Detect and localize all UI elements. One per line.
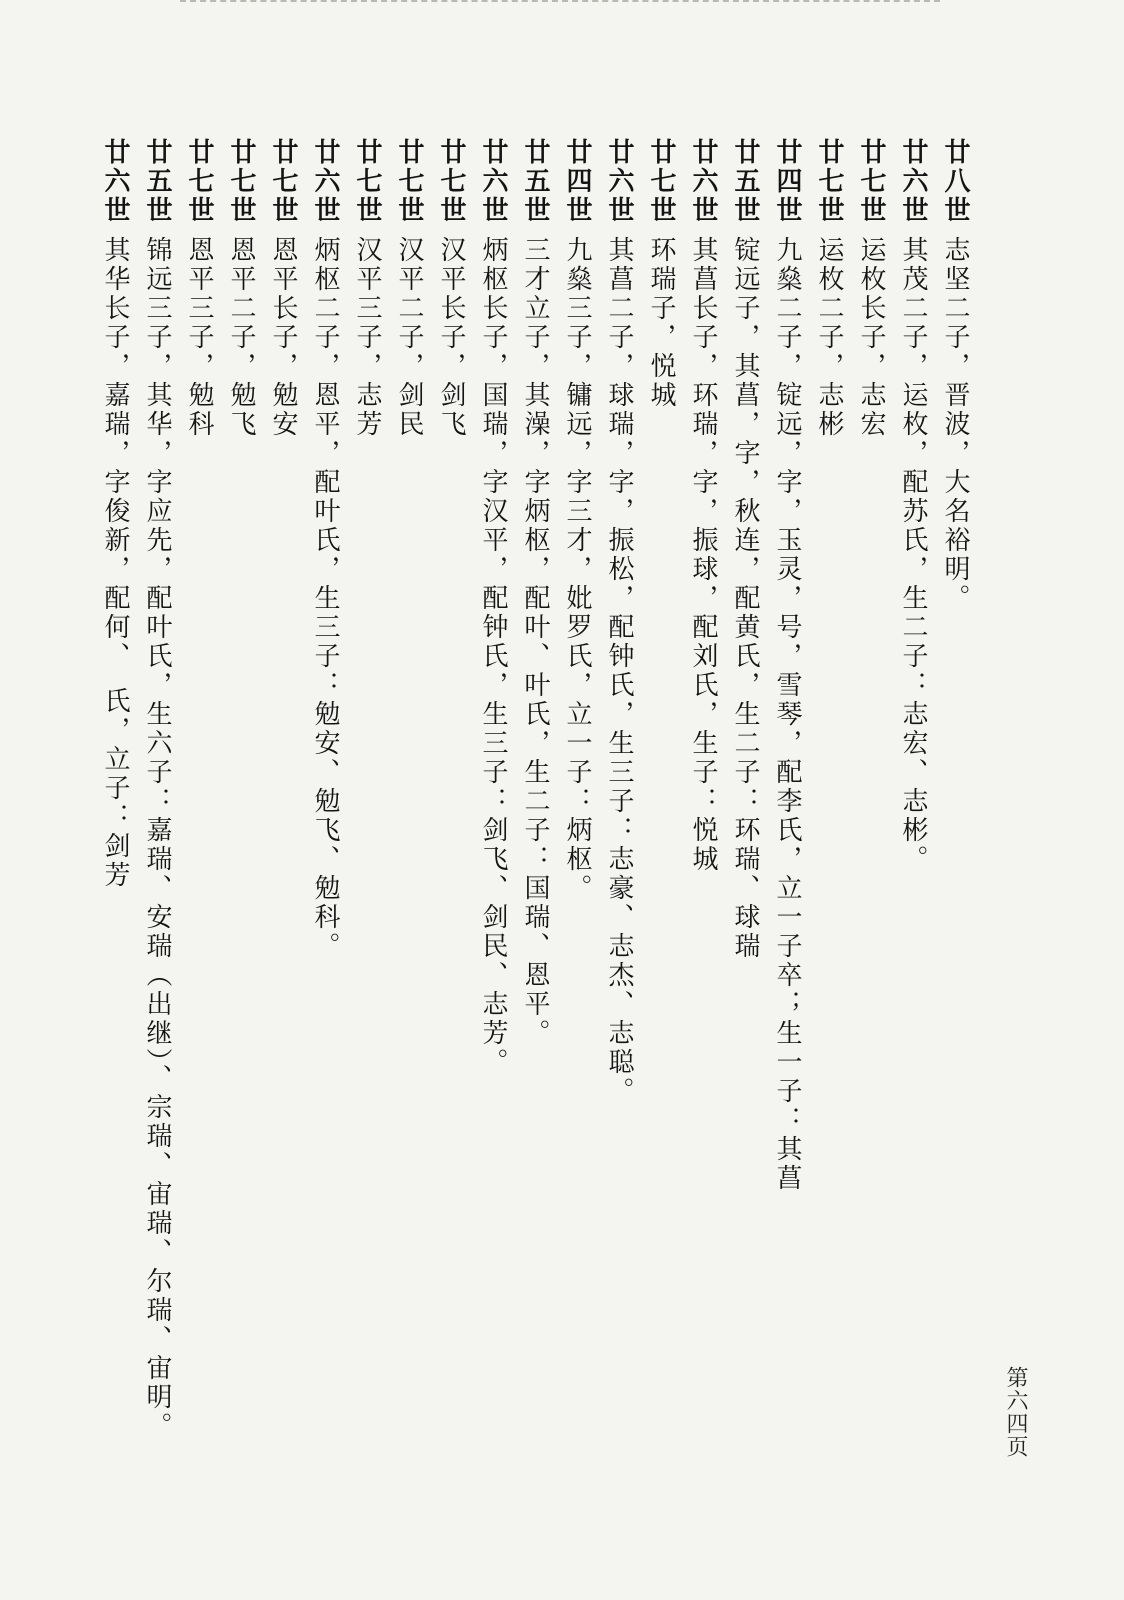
entry-text: 汉平三子，志芳 [352, 236, 382, 439]
entry-column [849, 138, 893, 1438]
generation-label: 廿七世 [184, 138, 214, 225]
generation-label: 廿六世 [898, 138, 928, 225]
entry-column [345, 138, 389, 1438]
generation-label: 廿五世 [730, 138, 760, 225]
entry-column [93, 138, 137, 1438]
entry-column [807, 138, 851, 1438]
entry-column [681, 138, 725, 1438]
entry-text: 锦远三子，其华，字应先，配叶氏，生六子：嘉瑞、安瑞（出继）、宗瑞、宙瑞、尔瑞、宙明。 [142, 236, 172, 1441]
entry-column [219, 138, 263, 1438]
entry-column [891, 138, 935, 1438]
entry-text: 恩平三子，勉科 [184, 236, 214, 439]
entry-text: 其华长子，嘉瑞，字俊新，配何、 氏，立子：剑芳 [100, 236, 130, 890]
entry-column [135, 138, 179, 1441]
generation-label: 廿四世 [772, 138, 802, 225]
generation-label: 廿七世 [646, 138, 676, 225]
entry-text: 环瑞子，悦城 [646, 236, 676, 410]
entry-text: 三才立子，其澡，字炳枢，配叶、叶氏，生二子：国瑞、恩平。 [520, 236, 550, 1048]
entry-text: 恩平长子，勉安 [268, 236, 298, 439]
generation-label: 廿七世 [268, 138, 298, 225]
generation-label: 廿七世 [394, 138, 424, 225]
page-number: 第六四页 [1003, 1366, 1028, 1458]
entry-column [723, 138, 767, 1438]
generation-label: 廿六世 [478, 138, 508, 225]
generation-label: 廿六世 [604, 138, 634, 225]
entry-text: 锭远子，其菖，字，秋连，配黄氏，生二子：环瑞、球瑞 [730, 236, 760, 961]
generation-label: 廿八世 [940, 138, 970, 225]
generation-label: 廿六世 [688, 138, 718, 225]
entry-column [933, 138, 977, 1438]
generation-label: 廿七世 [856, 138, 886, 225]
generation-label: 廿六世 [100, 138, 130, 225]
entry-text: 志坚二子，晋波，大名裕明。 [940, 236, 970, 613]
entry-column [177, 138, 221, 1438]
entry-column [387, 138, 431, 1438]
entry-text: 炳枢二子，恩平，配叶氏，生三子：勉安、勉飞、勉科。 [310, 236, 340, 961]
entry-text: 其茂二子，运枚，配苏氏，生二子：志宏、志彬。 [898, 236, 928, 874]
entry-column [513, 138, 557, 1438]
generation-label: 廿七世 [436, 138, 466, 225]
generation-label: 廿六世 [310, 138, 340, 225]
entry-text: 汉平二子，剑民 [394, 236, 424, 439]
entry-column [555, 138, 599, 1438]
entry-text: 炳枢长子，国瑞，字汉平，配钟氏，生三子：剑飞、剑民、志芳。 [478, 236, 508, 1077]
entry-column [597, 138, 641, 1438]
entry-column [765, 138, 809, 1438]
generation-label: 廿七世 [352, 138, 382, 225]
entry-text: 运枚长子，志宏 [856, 236, 886, 439]
generation-label: 廿五世 [520, 138, 550, 225]
generation-label: 廿五世 [142, 138, 172, 225]
generation-label: 廿四世 [562, 138, 592, 225]
generation-label: 廿七世 [226, 138, 256, 225]
entry-column [471, 138, 515, 1438]
entry-text: 其菖长子，环瑞，字，振球，配刘氏，生子：悦城 [688, 236, 718, 874]
entry-text: 恩平二子，勉飞 [226, 236, 256, 439]
entry-text: 其菖二子，球瑞，字，振松，配钟氏，生三子：志豪、志杰、志聪。 [604, 236, 634, 1106]
entry-column [429, 138, 473, 1438]
entry-text: 运枚二子，志彬 [814, 236, 844, 439]
entry-column [261, 138, 305, 1438]
entry-text: 九燊二子，锭远，字，玉灵，号，雪琴，配李氏，立一子卒；生一子：其菖 [772, 236, 802, 1193]
entry-text: 九燊三子，镛远，字三才，妣罗氏，立一子：炳枢。 [562, 236, 592, 903]
entry-column [639, 138, 683, 1438]
entry-text: 汉平长子，剑飞 [436, 236, 466, 439]
generation-label: 廿七世 [814, 138, 844, 225]
entry-column [303, 138, 347, 1438]
